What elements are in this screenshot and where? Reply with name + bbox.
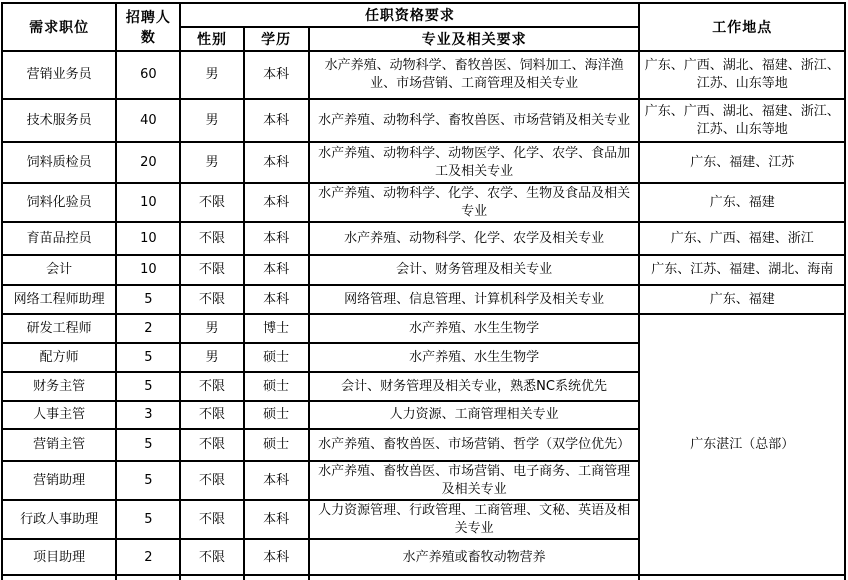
cell-location-merged: 广东湛江（总部） bbox=[639, 314, 845, 575]
cell-position: 饲料质检员 bbox=[2, 142, 116, 183]
cell-education: 硕士 bbox=[244, 401, 309, 429]
cell-position: 研发工程师 bbox=[2, 314, 116, 343]
cell-position: 配方师 bbox=[2, 343, 116, 372]
cell-gender: 不限 bbox=[180, 461, 243, 500]
cell-gender: 男 bbox=[180, 51, 243, 99]
cell-location: 广东、广西、福建、浙江 bbox=[639, 222, 845, 255]
cell-gender: 不限 bbox=[180, 401, 243, 429]
cell-count: 2 bbox=[116, 539, 180, 575]
cell-gender: 不限 bbox=[180, 183, 243, 222]
cell-count: 60 bbox=[116, 51, 180, 99]
cell-position: 营销业务员 bbox=[2, 51, 116, 99]
cell-position: 行政人事助理 bbox=[2, 500, 116, 539]
cell-education: 本科 bbox=[244, 142, 309, 183]
cell-position: 育苗品控员 bbox=[2, 222, 116, 255]
header-count: 招聘人数 bbox=[116, 3, 180, 51]
cell-position: 人事主管 bbox=[2, 401, 116, 429]
cell-count: 3 bbox=[116, 401, 180, 429]
cell-position: 饲料化验员 bbox=[2, 183, 116, 222]
cell-location: 广东、福建、江苏 bbox=[639, 142, 845, 183]
cell-gender: 不限 bbox=[180, 429, 243, 461]
cell-location: 广东、广西、湖北、福建、浙江、江苏、山东等地 bbox=[639, 99, 845, 142]
cell-major: 网络管理、信息管理、计算机科学及相关专业 bbox=[309, 285, 640, 314]
table-row-partial bbox=[2, 575, 845, 580]
cell-location: 广东、福建 bbox=[639, 183, 845, 222]
cell-position: 项目助理 bbox=[2, 539, 116, 575]
table-row bbox=[2, 285, 845, 314]
cell-education: 本科 bbox=[244, 51, 309, 99]
cell-count: 5 bbox=[116, 500, 180, 539]
cell-education: 博士 bbox=[244, 314, 309, 343]
cell-education-empty bbox=[244, 575, 309, 580]
cell-count: 10 bbox=[116, 183, 180, 222]
cell-education: 本科 bbox=[244, 183, 309, 222]
cell-gender: 不限 bbox=[180, 255, 243, 285]
cell-education: 本科 bbox=[244, 461, 309, 500]
cell-count: 40 bbox=[116, 99, 180, 142]
cell-major: 水产养殖、水生生物学 bbox=[309, 343, 640, 372]
cell-count: 10 bbox=[116, 222, 180, 255]
cell-gender: 不限 bbox=[180, 372, 243, 401]
cell-count: 20 bbox=[116, 142, 180, 183]
cell-gender-empty bbox=[180, 575, 243, 580]
cell-location: 广东、广西、湖北、福建、浙江、江苏、山东等地 bbox=[639, 51, 845, 99]
cell-gender: 不限 bbox=[180, 285, 243, 314]
cell-education: 硕士 bbox=[244, 343, 309, 372]
table-row bbox=[2, 222, 845, 255]
cell-location: 广东、福建 bbox=[639, 285, 845, 314]
cell-count: 5 bbox=[116, 285, 180, 314]
header-gender: 性别 bbox=[180, 27, 243, 51]
table-row bbox=[2, 142, 845, 183]
cell-major-empty bbox=[309, 575, 640, 580]
cell-education: 本科 bbox=[244, 99, 309, 142]
cell-major: 水产养殖、畜牧兽医、市场营销、电子商务、工商管理及相关专业 bbox=[309, 461, 640, 500]
header-major: 专业及相关要求 bbox=[309, 27, 640, 51]
cell-count: 2 bbox=[116, 314, 180, 343]
cell-major: 水产养殖或畜牧动物营养 bbox=[309, 539, 640, 575]
cell-major: 人力资源、工商管理相关专业 bbox=[309, 401, 640, 429]
header-row-1 bbox=[2, 3, 845, 27]
cell-major: 水产养殖、动物科学、畜牧兽医、饲料加工、海洋渔业、市场营销、工商管理及相关专业 bbox=[309, 51, 640, 99]
cell-position: 营销主管 bbox=[2, 429, 116, 461]
cell-major: 水产养殖、动物科学、动物医学、化学、农学、食品加工及相关专业 bbox=[309, 142, 640, 183]
table-row bbox=[2, 255, 845, 285]
cell-count-empty bbox=[116, 575, 180, 580]
table-row bbox=[2, 99, 845, 142]
cell-education: 本科 bbox=[244, 539, 309, 575]
cell-location-empty bbox=[639, 575, 845, 580]
cell-gender: 男 bbox=[180, 314, 243, 343]
cell-position: 会计 bbox=[2, 255, 116, 285]
cell-major: 水产养殖、水生生物学 bbox=[309, 314, 640, 343]
cell-education: 硕士 bbox=[244, 372, 309, 401]
cell-education: 硕士 bbox=[244, 429, 309, 461]
header-location: 工作地点 bbox=[639, 3, 845, 51]
header-education: 学历 bbox=[244, 27, 309, 51]
header-qualification-group: 任职资格要求 bbox=[180, 3, 639, 27]
cell-education: 本科 bbox=[244, 500, 309, 539]
cell-position: 技术服务员 bbox=[2, 99, 116, 142]
cell-location: 广东、江苏、福建、湖北、海南 bbox=[639, 255, 845, 285]
cell-position-empty bbox=[2, 575, 116, 580]
cell-position: 财务主管 bbox=[2, 372, 116, 401]
cell-count: 5 bbox=[116, 343, 180, 372]
table-row bbox=[2, 183, 845, 222]
cell-education: 本科 bbox=[244, 255, 309, 285]
cell-major: 人力资源管理、行政管理、工商管理、文秘、英语及相关专业 bbox=[309, 500, 640, 539]
cell-major: 水产养殖、动物科学、化学、农学、生物及食品及相关专业 bbox=[309, 183, 640, 222]
cell-count: 5 bbox=[116, 461, 180, 500]
cell-major: 水产养殖、畜牧兽医、市场营销、哲学（双学位优先） bbox=[309, 429, 640, 461]
cell-education: 本科 bbox=[244, 285, 309, 314]
cell-gender: 不限 bbox=[180, 500, 243, 539]
cell-major: 水产养殖、动物科学、畜牧兽医、市场营销及相关专业 bbox=[309, 99, 640, 142]
cell-position: 营销助理 bbox=[2, 461, 116, 500]
cell-major: 会计、财务管理及相关专业，熟悉NC系统优先 bbox=[309, 372, 640, 401]
cell-major: 会计、财务管理及相关专业 bbox=[309, 255, 640, 285]
cell-education: 本科 bbox=[244, 222, 309, 255]
table-row bbox=[2, 51, 845, 99]
cell-position: 网络工程师助理 bbox=[2, 285, 116, 314]
header-position: 需求职位 bbox=[2, 3, 116, 51]
cell-count: 5 bbox=[116, 429, 180, 461]
cell-count: 5 bbox=[116, 372, 180, 401]
cell-gender: 不限 bbox=[180, 539, 243, 575]
cell-gender: 男 bbox=[180, 343, 243, 372]
cell-major: 水产养殖、动物科学、化学、农学及相关专业 bbox=[309, 222, 640, 255]
cell-gender: 男 bbox=[180, 99, 243, 142]
table-row bbox=[2, 314, 845, 343]
cell-count: 10 bbox=[116, 255, 180, 285]
cell-gender: 不限 bbox=[180, 222, 243, 255]
recruitment-table bbox=[1, 2, 846, 580]
cell-gender: 男 bbox=[180, 142, 243, 183]
